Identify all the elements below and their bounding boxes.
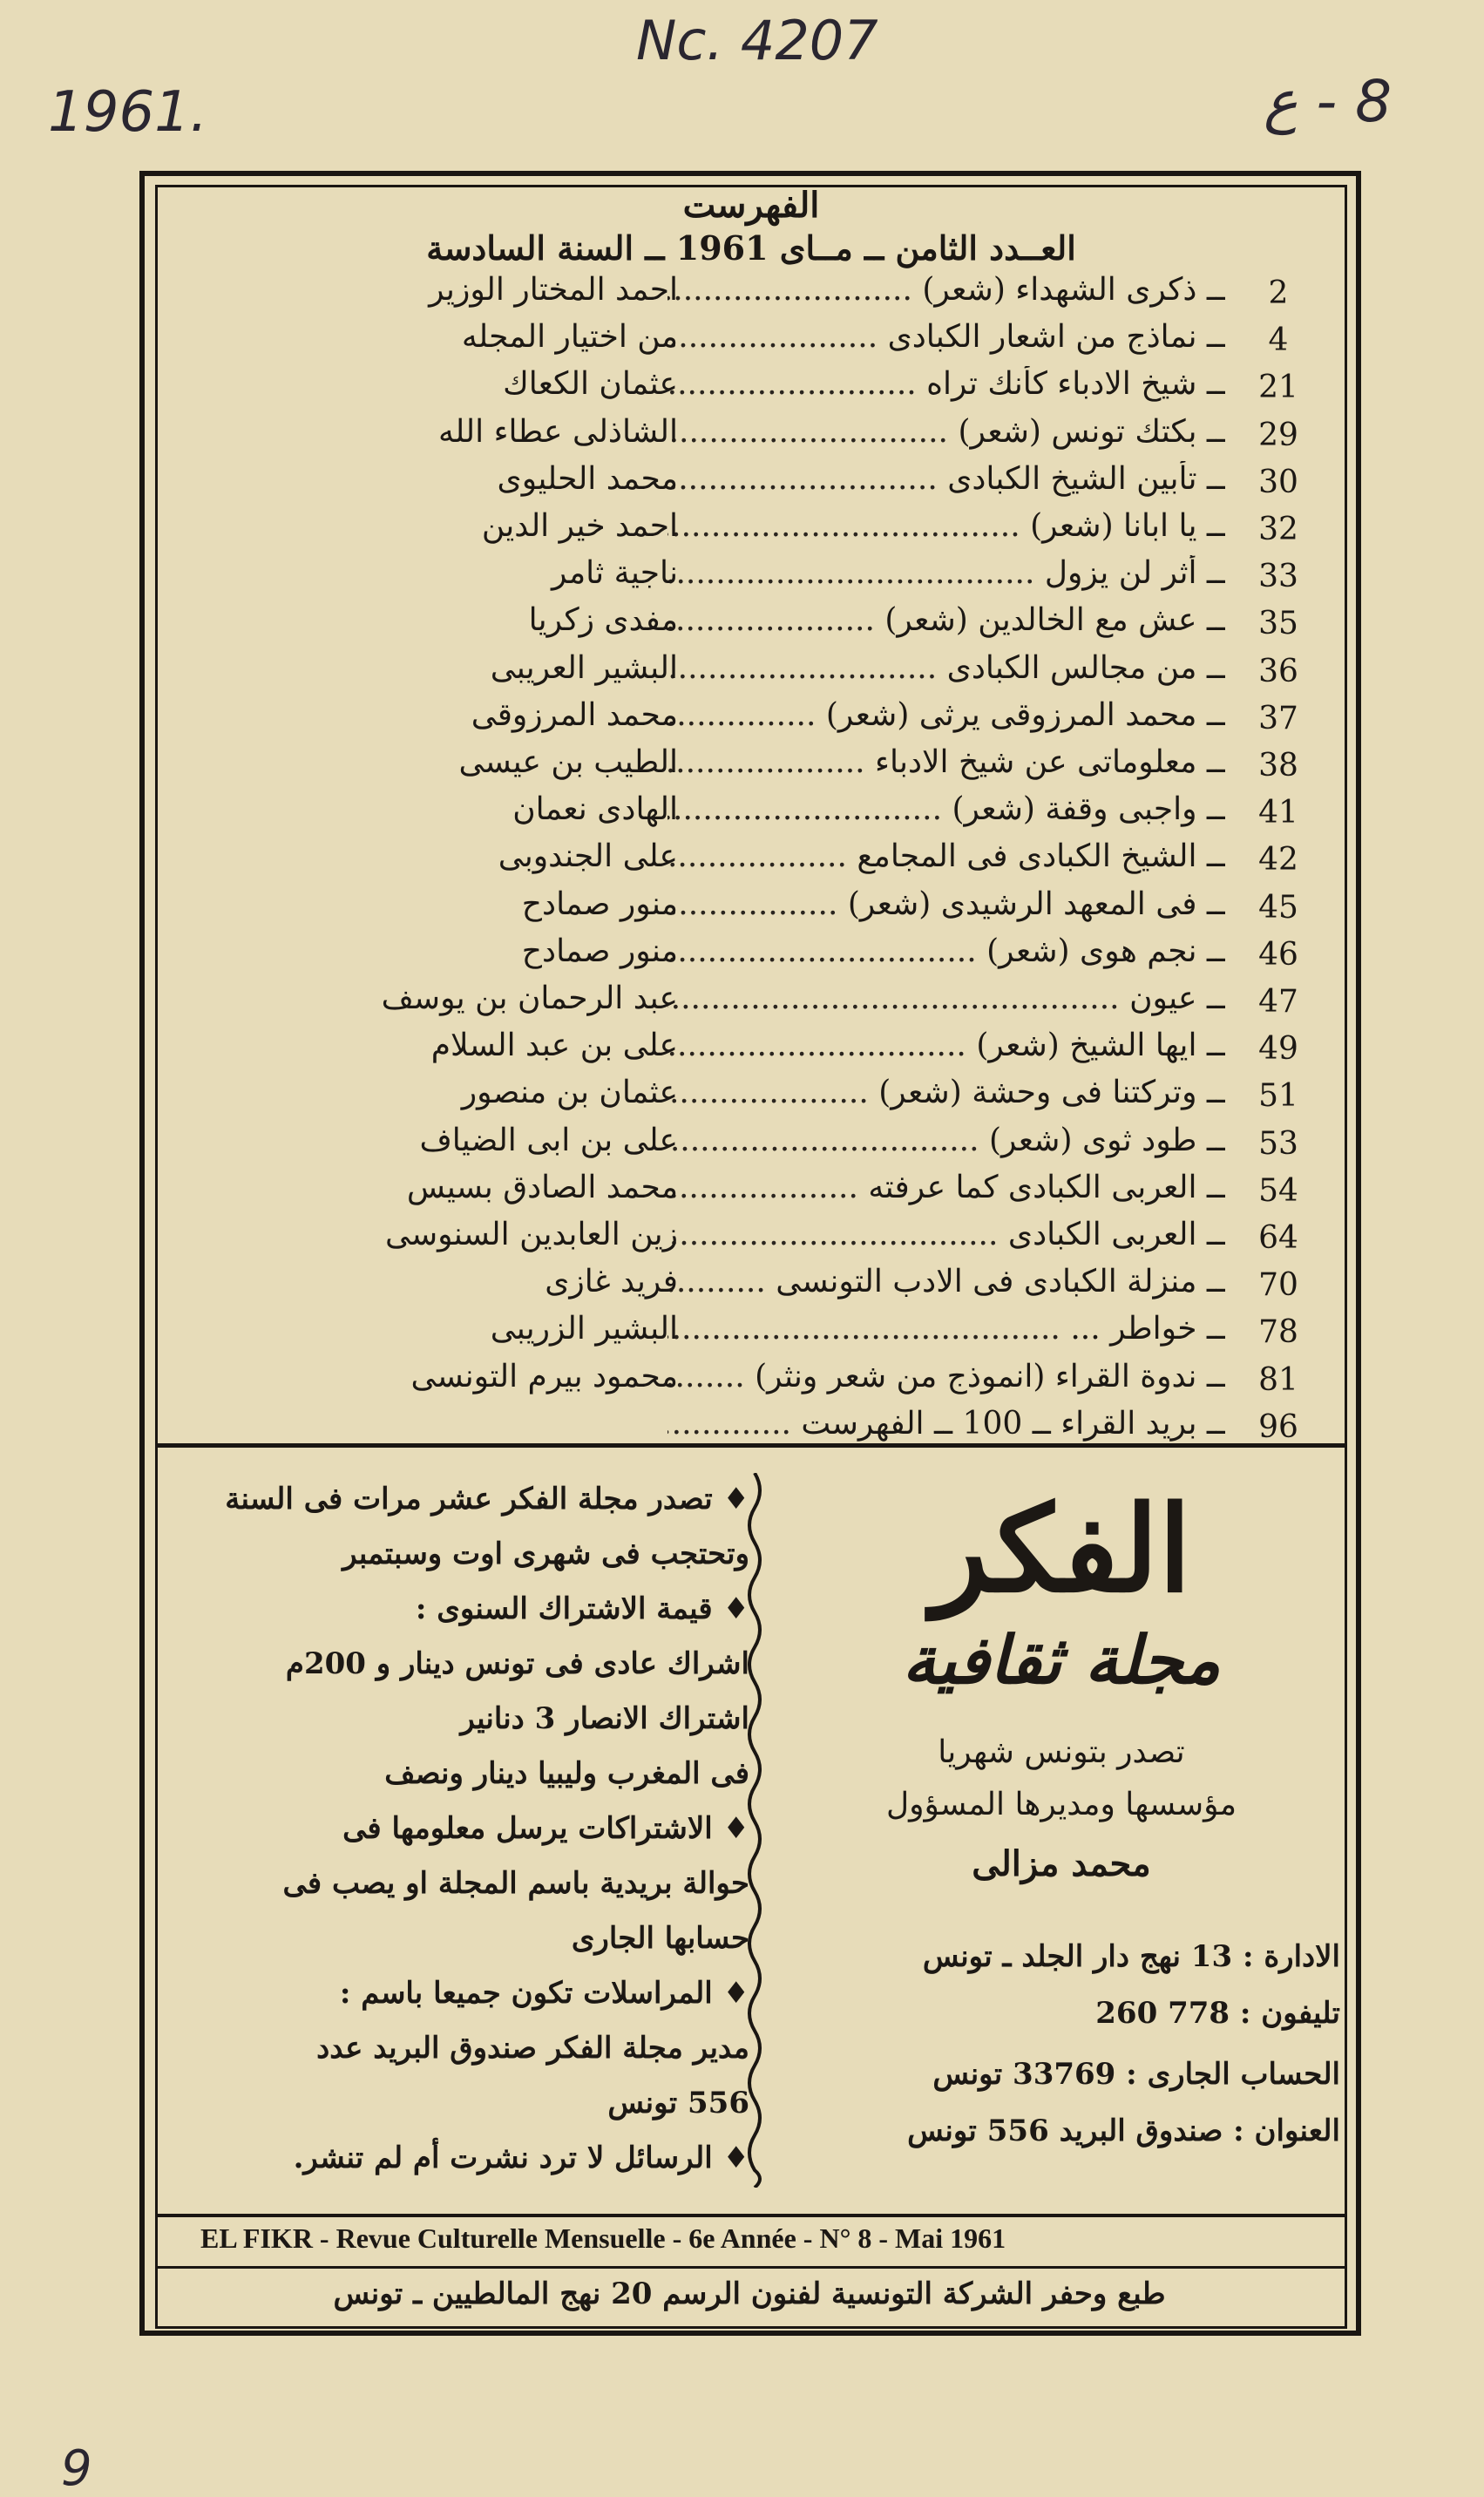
toc-author: البشير العريبى xyxy=(490,649,678,686)
toc-author: من اختيار المجله xyxy=(461,319,678,356)
toc-page-number: 35 xyxy=(1258,606,1298,642)
toc-page-number: 51 xyxy=(1258,1078,1298,1115)
publication-note: تصدر بتونس شهريا xyxy=(938,1734,1185,1770)
toc-entry xyxy=(155,1264,1347,1311)
info-line: حسابها الجارى xyxy=(571,1921,749,1956)
toc-article-title: ــ نجم هوى (شعر) ..... xyxy=(667,933,1225,969)
toc-author: منور صمادح xyxy=(521,885,678,922)
toc-page-number: 45 xyxy=(1258,889,1298,926)
footer-rule xyxy=(155,2214,1347,2217)
toc-article-title: ــ يا ابانا (شعر) ..... xyxy=(667,508,1225,544)
director-name: محمد مزالى xyxy=(972,1843,1151,1884)
toc-page-number: 53 xyxy=(1258,1125,1298,1162)
toc-page-number: 96 xyxy=(1258,1408,1298,1445)
toc-author: الشاذلى عطاء الله xyxy=(437,413,678,450)
toc-entry xyxy=(155,744,1347,791)
toc-page-number: 54 xyxy=(1258,1172,1298,1209)
toc-article-title: ــ أثر لن يزول ..... xyxy=(667,555,1225,591)
toc-entry xyxy=(155,1170,1347,1217)
founder-label: مؤسسها ومديرها المسؤول xyxy=(885,1787,1237,1822)
toc-entry xyxy=(155,886,1347,933)
table-of-contents xyxy=(155,185,1347,1443)
toc-page-number: 81 xyxy=(1258,1361,1298,1398)
subscription-info xyxy=(166,1482,749,2205)
toc-entry xyxy=(155,1075,1347,1122)
toc-entry xyxy=(155,1217,1347,1264)
toc-author: مفدى زكريا xyxy=(528,602,678,639)
contact-phone: تليفون : 778 260 xyxy=(1095,1996,1340,2031)
toc-entry xyxy=(155,697,1347,744)
toc-entry xyxy=(155,1311,1347,1358)
issue-subtitle: العــدد الثامن ــ مــاى 1961 ــ السنة السادسة xyxy=(426,228,1076,268)
toc-article-title: ــ خواطر ... ..... xyxy=(667,1311,1225,1347)
toc-author: عثمان الكعاك xyxy=(503,366,678,403)
toc-author: محمود بيرم التونسى xyxy=(410,1358,678,1394)
handwritten-catalog-number: Nc. 4207 xyxy=(636,9,878,72)
info-line: ♦ المراسلات تكون جميعا باسم : xyxy=(339,1976,749,2011)
toc-article-title: ــ الشيخ الكبادى فى المجامع ..... xyxy=(667,838,1225,874)
toc-author: الهادى نعمان xyxy=(512,791,678,828)
contact-address: الادارة : 13 نهج دار الجلد ـ تونس xyxy=(922,1939,1340,1974)
info-line: 556 تونس xyxy=(607,2086,749,2120)
toc-author: احمد المختار الوزير xyxy=(429,272,678,308)
handwritten-issue-mark: 8 - ع xyxy=(1264,68,1393,135)
toc-entry xyxy=(155,272,1347,319)
info-line: اشتراك الانصار 3 دنانير xyxy=(460,1701,749,1736)
toc-entry xyxy=(155,933,1347,980)
magazine-subtitle: مجلة ثقافية xyxy=(902,1621,1221,1699)
toc-page-number: 41 xyxy=(1258,795,1298,831)
toc-article-title: ــ العربى الكبادى كما عرفته ..... xyxy=(667,1170,1225,1205)
toc-author: ناجية ثامر xyxy=(552,555,678,592)
toc-author: احمد خير الدين xyxy=(481,508,678,544)
toc-page-number: 49 xyxy=(1258,1031,1298,1068)
toc-page-number: 36 xyxy=(1258,653,1298,689)
toc-article-title: ــ بكتك تونس (شعر) ..... xyxy=(667,414,1225,450)
toc-entry xyxy=(155,791,1347,838)
info-line: ♦ قيمة الاشتراك السنوى : xyxy=(415,1591,749,1626)
footer-rule-2 xyxy=(155,2266,1347,2269)
toc-article-title: ــ فى المعهد الرشيدى (شعر) ..... xyxy=(667,886,1225,922)
toc-entry xyxy=(155,508,1347,555)
handwritten-year: 1961. xyxy=(48,80,208,145)
toc-author: عبد الرحمان بن يوسف xyxy=(381,980,678,1016)
info-line: وتحتجب فى شهرى اوت وسبتمبر xyxy=(342,1537,749,1571)
toc-entry xyxy=(155,1123,1347,1170)
toc-article-title: ــ نماذج من اشعار الكبادى ..... xyxy=(667,319,1225,355)
info-line: مدير مجلة الفكر صندوق البريد عدد xyxy=(316,2031,749,2066)
toc-author: محمد المرزوقى xyxy=(471,696,678,733)
toc-author: البشير الزريبى xyxy=(490,1311,678,1347)
info-line: حوالة بريدية باسم المجلة او يصب فى xyxy=(282,1866,749,1901)
toc-entry xyxy=(155,602,1347,649)
toc-article-title: ــ معلوماتى عن شيخ الادباء ..... xyxy=(667,744,1225,780)
section-divider xyxy=(155,1443,1347,1448)
toc-article-title: ــ من مجالس الكبادى ..... xyxy=(667,650,1225,686)
toc-page-number: 37 xyxy=(1258,700,1298,736)
toc-article-title: ــ محمد المرزوقى يرثى (شعر) ..... xyxy=(667,697,1225,733)
toc-author: محمد الحليوى xyxy=(497,460,678,497)
toc-entry xyxy=(155,366,1347,413)
contact-postbox: العنوان : صندوق البريد 556 تونس xyxy=(907,2114,1340,2148)
info-line: ♦ الاشتراكات يرسل معلومها فى xyxy=(342,1811,749,1846)
toc-page-number: 21 xyxy=(1258,370,1298,406)
toc-article-title: ــ وتركتنا فى وحشة (شعر) ..... xyxy=(667,1075,1225,1110)
toc-article-title: ــ عش مع الخالدين (شعر) ..... xyxy=(667,602,1225,638)
toc-entry xyxy=(155,555,1347,602)
wavy-divider xyxy=(742,1473,767,2188)
toc-author: على بن ابى الضياف xyxy=(419,1122,678,1158)
info-line: اشراك عادى فى تونس دينار و 200م xyxy=(285,1646,749,1681)
toc-page-number: 32 xyxy=(1258,512,1298,547)
magazine-title: الفكر xyxy=(931,1480,1192,1619)
toc-author: عثمان بن منصور xyxy=(461,1075,678,1111)
toc-entry xyxy=(155,461,1347,508)
toc-article-title: ــ ندوة القراء (انموذج من شعر ونثر) ..... xyxy=(667,1359,1225,1394)
toc-article-title: ــ بريد القراء ــ 100 ــ الفهرست ..... xyxy=(667,1406,1225,1442)
toc-author: على الجندوبى xyxy=(498,838,678,875)
toc-article-title: ــ العربى الكبادى ..... xyxy=(667,1217,1225,1252)
toc-article-title: ــ طود ثوى (شعر) ..... xyxy=(667,1123,1225,1158)
toc-article-title: ــ منزلة الكبادى فى الادب التونسى ..... xyxy=(667,1264,1225,1299)
toc-page-number: 42 xyxy=(1258,842,1298,879)
toc-author: فريد غازى xyxy=(545,1264,678,1300)
toc-page-number: 46 xyxy=(1258,936,1298,973)
toc-author: محمد الصادق بسيس xyxy=(406,1169,678,1205)
toc-page-number: 47 xyxy=(1258,984,1298,1020)
toc-page-number: 4 xyxy=(1268,322,1289,359)
toc-entry xyxy=(155,1359,1347,1406)
toc-page-number: 30 xyxy=(1258,464,1298,500)
toc-article-title: ــ ذكرى الشهداء (شعر) ..... xyxy=(667,272,1225,308)
toc-entry xyxy=(155,1028,1347,1075)
toc-page-number: 78 xyxy=(1258,1314,1298,1351)
toc-page-number: 64 xyxy=(1258,1220,1298,1256)
toc-entry xyxy=(155,650,1347,697)
toc-title: الفهرست xyxy=(682,185,820,226)
toc-page-number: 33 xyxy=(1258,559,1298,595)
masthead xyxy=(776,1473,1347,2205)
toc-entry xyxy=(155,319,1347,366)
toc-page-number: 70 xyxy=(1258,1267,1298,1304)
toc-article-title: ــ تأبين الشيخ الكبادى ..... xyxy=(667,461,1225,497)
toc-page-number: 29 xyxy=(1258,417,1298,453)
toc-article-title: ــ شيخ الادباء كأنك تراه ..... xyxy=(667,366,1225,402)
toc-entry xyxy=(155,414,1347,461)
toc-author: زين العابدين السنوسى xyxy=(384,1217,678,1252)
contact-account: الحساب الجارى : 33769 تونس xyxy=(932,2057,1340,2092)
toc-article-title: ــ ايها الشيخ (شعر) ..... xyxy=(667,1028,1225,1063)
toc-author: الطيب بن عيسى xyxy=(458,744,678,780)
info-line: ♦ الرسائل لا ترد نشرت أم لم تنشر. xyxy=(293,2141,749,2175)
toc-page-number: 38 xyxy=(1258,748,1298,784)
info-line: ♦ تصدر مجلة الفكر عشر مرات فى السنة xyxy=(225,1482,749,1517)
toc-entry xyxy=(155,838,1347,885)
toc-article-title: ــ عيون ..... xyxy=(667,980,1225,1016)
toc-page-number: 2 xyxy=(1268,275,1289,311)
toc-entry xyxy=(155,980,1347,1028)
toc-author: منور صمادح xyxy=(521,933,678,969)
info-line: فى المغرب وليبيا دينار ونصف xyxy=(384,1756,749,1791)
toc-article-title: ــ واجبى وقفة (شعر) ..... xyxy=(667,791,1225,827)
printer-colophon: طبع وحفر الشركة التونسية لفنون الرسم 20 نهج المالطيين ـ تونس xyxy=(333,2276,1166,2311)
french-colophon: EL FIKR - Revue Culturelle Mensuelle - 6e Année - N° 8 - Mai 1961 xyxy=(200,2222,1006,2254)
toc-author: على بن عبد السلام xyxy=(430,1028,678,1064)
handwritten-page-mark: 9 xyxy=(61,2440,92,2497)
